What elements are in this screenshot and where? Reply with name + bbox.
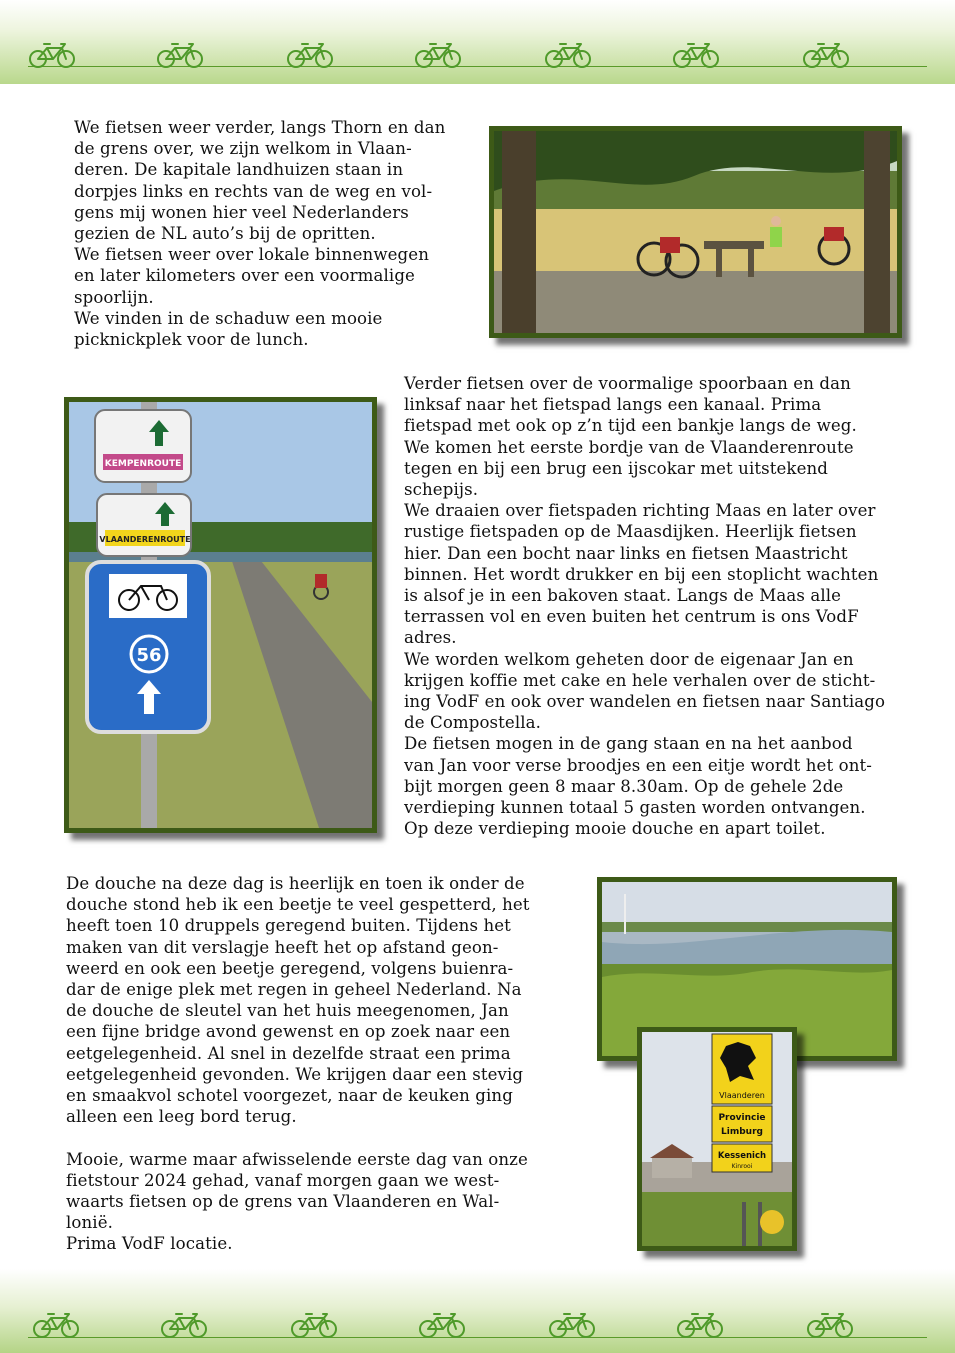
vlaanderenroute-text: VLAANDERENROUTE	[99, 535, 191, 544]
bicycle-icon	[413, 41, 463, 69]
photo-picnic-spot	[489, 126, 902, 338]
header-band	[0, 0, 955, 84]
paragraph-route-arrival: Verder fietsen over de voormalige spoorbaan en dan linksaf naar het fietspad langs een kanaal. Prima fietspad met ook op z’n tijd een bankje langs de weg. We komen het eerste bordje van de Vlaanderenroute tegen en bij een brug een ijscokar met uitstekend schepijs. We draaien over fietspaden richting Maas en later over rustige fietspaden op de Maasdijken. Heerlijk fietsen hier. Dan een bocht naar links en fietsen Maastricht binnen. Het wordt drukker en bij een stoplicht wachten is alsof je in een bakoven staat. Langs de Maas alle terrassen vol en even buiten het centrum is ons VodF adres. We worden welkom geheten door de eigenaar Jan en krijgen koffie met cake en hele verhalen over de sticht- ing VodF en ook over wandelen en fietsen naar Santiago de Compostella. De fietsen mogen in de gang staan en na het aanbod van Jan voor verse broodjes en een eitje wordt het ont- bijt morgen geen 8 maar 8.30am. Op de gehele 2de verdieping kunnen totaal 5 gasten worden ontvangen. Op deze verdieping mooie douche en apart toilet.	[404, 374, 886, 839]
bicycle-icon	[417, 1311, 467, 1339]
bicycle-icon	[285, 41, 335, 69]
sign-provincie: Provincie	[718, 1113, 766, 1123]
footer-band	[0, 1269, 955, 1353]
bicycle-icon	[805, 1311, 855, 1339]
bicycle-icon	[31, 1311, 81, 1339]
bicycle-icon	[547, 1311, 597, 1339]
sign-town: Kessenich	[717, 1151, 767, 1161]
node-number: 56	[136, 645, 162, 666]
bicycle-icon	[289, 1311, 339, 1339]
bicycle-icon	[27, 41, 77, 69]
kempenroute-text: KEMPENROUTE	[104, 459, 182, 469]
bicycle-icon	[675, 1311, 725, 1339]
paragraph-evening: De douche na deze dag is heerlijk en toen ik onder de douche stond heb ik een beetje te veel gespetterd, het heeft toen 10 druppels geregend buiten. Tijdens het maken van dit verslagje heeft het op afstand geon- weerd en ook een beetje geregend, volgens buienra- dar de enige plek met regen in geheel Nederland. Na de douche de sleutel van het huis meegenomen, Jan een fijne bridge avond gewenst en op zoek naar een eetgelegenheid. Al snel in dezelfde straat een prima eetgelegenheid gevonden. We krijgen daar een stevig en smaakvol schotel voorgezet, naar de keuken ging alleen een leeg bord terug. Mooie, warme maar afwisselende eerste dag van onze fietstour 2024 gehad, vanaf morgen gaan we west- waarts fietsen op de grens van Vlaanderen en Wal- lonië. Prima VodF locatie.	[66, 874, 530, 1254]
photo-route-signs	[64, 397, 377, 833]
paragraph-picnic: We fietsen weer verder, langs Thorn en dan de grens over, we zijn welkom in Vlaan- deren. De kapitale landhuizen staan in dorpjes links en rechts van de weg en vol- gens mij wonen hier veel Nederlanders gezien de NL auto’s bij de opritten. We fietsen weer over lokale binnenwegen en later kilometers over een voormalige spoorlijn. We vinden in de schaduw een mooie picknickplek voor de lunch.	[74, 118, 446, 350]
bicycle-icon	[155, 41, 205, 69]
bicycle-icon	[671, 41, 721, 69]
sign-limburg: Limburg	[721, 1127, 763, 1137]
photo-border-sign	[637, 1027, 797, 1251]
bicycle-icon	[543, 41, 593, 69]
bicycle-icon	[159, 1311, 209, 1339]
bicycle-icon	[801, 41, 851, 69]
sign-vlaanderen: Vlaanderen	[719, 1091, 765, 1100]
sign-town-sub: Kinrooi	[731, 1163, 753, 1170]
